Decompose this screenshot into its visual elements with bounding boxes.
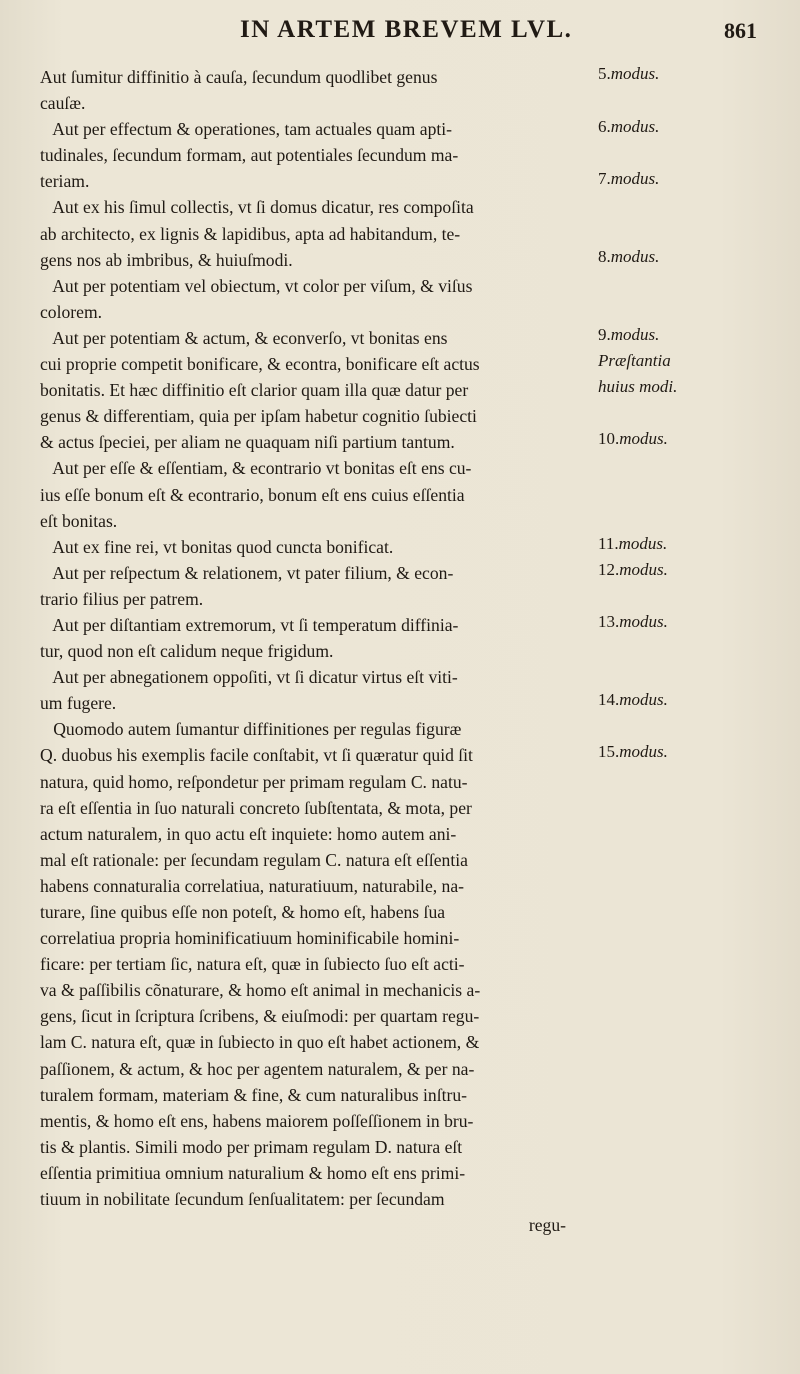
margin-note-number: 8. [598, 247, 611, 266]
text-line: Aut per effectum & operationes, tam actuales quam apti- [40, 119, 453, 140]
text-line: Q. duobus his exemplis facile conſtabit, vt ſi quæratur quid ſit [40, 745, 473, 766]
margin-note [598, 429, 668, 449]
margin-notes [598, 0, 798, 1374]
text-line: teriam. [40, 171, 90, 192]
text-line: ra eſt eſſentia in ſuo naturali concreto ſubſtentata, & mota, per [40, 797, 472, 818]
margin-note-text: modus. [618, 534, 668, 553]
text-line: Aut ex fine rei, vt bonitas quod cuncta bonificat. [40, 536, 394, 557]
text-line: um fugere. [40, 693, 117, 714]
page-number: 861 [724, 18, 757, 43]
margin-note [598, 325, 659, 345]
margin-note-number: 10. [598, 429, 620, 448]
text-line: & actus ſpeciei, per aliam ne quaquam niſi partium tantum. [40, 432, 455, 453]
text-line: trario filius per patrem. [40, 588, 204, 609]
text-line: Aut per potentiam & actum, & econverſo, vt bonitas ens [40, 327, 448, 348]
text-line: Quomodo autem ſumantur diffinitiones per regulas figuræ [40, 719, 462, 740]
text-line: Aut per diſtantiam extremorum, vt ſi temperatum diffinia- [40, 614, 459, 635]
text-line: lam C. natura eſt, quæ in ſubiecto in quo eſt habet actionem, & [40, 1032, 480, 1053]
margin-note-number: 6. [598, 117, 611, 136]
text-line: eſſentia primitiua omnium naturalium & homo eſt ens primi- [40, 1162, 466, 1183]
margin-note [598, 612, 668, 632]
margin-note-text: modus. [610, 117, 660, 136]
text-line: ab architecto, ex lignis & lapidibus, apta ad habitandum, te- [40, 223, 461, 244]
margin-note-number: 9. [598, 325, 611, 344]
text-line: va & paſſibilis cõnaturare, & homo eſt animal in mechanicis a- [40, 980, 481, 1001]
text-line: Aut per potentiam vel obiectum, vt color per viſum, & viſus [40, 275, 473, 296]
text-line: colorem. [40, 301, 103, 322]
margin-note-number: 11. [598, 534, 619, 553]
text-line: paſſionem, & actum, & hoc per agentem naturalem, & per na- [40, 1058, 475, 1079]
margin-note-number: 15. [598, 742, 620, 761]
margin-note-text: modus. [619, 612, 668, 631]
text-line: tiuum in nobilitate ſecundum ſenſualitatem: per ſecundam [40, 1189, 445, 1210]
text-line: Aut per eſſe & eſſentiam, & econtrario vt bonitas eſt ens cu- [40, 458, 472, 479]
text-line: eſt bonitas. [40, 510, 118, 531]
body-text [40, 64, 588, 1238]
text-line: gens nos ab imbribus, & huiuſmodi. [40, 249, 293, 270]
margin-note-number: 14. [598, 690, 620, 709]
margin-note [598, 64, 659, 84]
margin-note-text: modus. [610, 247, 660, 266]
margin-note-number: 7. [598, 169, 611, 188]
text-line: Aut per reſpectum & relationem, vt pater filium, & econ- [40, 562, 454, 583]
margin-note [598, 169, 659, 189]
text-line: ficare: per tertiam ſic, natura eſt, quæ in ſubiecto ſuo eſt acti- [40, 954, 465, 975]
text-line: tis & plantis. Simili modo per primam regulam D. natura eſt [40, 1136, 463, 1157]
text-line: regu- [528, 1215, 566, 1236]
margin-note [598, 247, 659, 267]
text-line: mentis, & homo eſt ens, habens maiorem poſſeſſionem in bru- [40, 1110, 474, 1131]
text-line: mal eſt rationale: per ſecundam regulam C. natura eſt eſſentia [40, 849, 468, 870]
text-line: genus & differentiam, quia per ipſam habetur cognitio ſubiecti [40, 406, 477, 427]
text-line: turare, ſine quibus eſſe non poteſt, & homo eſt, habens ſua [40, 902, 446, 922]
margin-note-text: huius modi. [598, 377, 678, 396]
margin-note-number: 5. [598, 64, 611, 83]
text-line: ius eſſe bonum eſt & econtrario, bonum eſt ens cuius eſſentia [40, 484, 465, 505]
margin-note [598, 690, 668, 710]
margin-note [598, 534, 667, 554]
margin-note [598, 742, 668, 762]
text-line: Aut per abnegationem oppoſiti, vt ſi dicatur virtus eſt viti- [40, 667, 458, 688]
margin-note [598, 351, 671, 371]
text-line: actum naturalem, in quo actu eſt inquiete: homo autem ani- [40, 823, 457, 844]
text-line: natura, quid homo, reſpondetur per primam regulam C. natu- [40, 771, 468, 792]
margin-note-text: modus. [619, 560, 668, 579]
text-line: tur, quod non eſt calidum neque frigidum. [40, 641, 334, 662]
text-line: cui proprie competit bonificare, & econtra, bonificare eſt actus [40, 354, 480, 375]
text-line: Aut ſumitur diffinitio à cauſa, ſecundum quodlibet genus [40, 67, 438, 87]
text-line: turalem formam, materiam & fine, & cum naturalibus inſtru- [40, 1084, 468, 1105]
margin-note-text: modus. [619, 742, 668, 761]
text-line: correlatiua propria hominificatiuum hominificabile homini- [40, 928, 460, 949]
text-line: habens connaturalia correlatiua, naturatiuum, naturabile, na- [40, 875, 465, 896]
margin-note-text: modus. [610, 325, 660, 344]
margin-note-text: Præſtantia [598, 351, 671, 370]
text-line: bonitatis. Et hæc diffinitio eſt clarior quam illa quæ datur per [40, 380, 469, 401]
margin-note [598, 377, 677, 397]
margin-note-text: modus. [619, 690, 668, 709]
text-line: tudinales, ſecundum formam, aut potentiales ſecundum ma- [40, 145, 459, 166]
margin-note [598, 117, 659, 137]
margin-note-text: modus. [610, 169, 660, 188]
margin-note-number: 12. [598, 560, 620, 579]
text-line: cauſæ. [40, 93, 86, 114]
margin-note-number: 13. [598, 612, 620, 631]
margin-note-text: modus. [619, 429, 668, 448]
running-head: IN ARTEM BREVEM LVL. [240, 16, 573, 43]
text-line: gens, ſicut in ſcriptura ſcribens, & eiuſmodi: per quartam regu- [40, 1006, 480, 1027]
margin-note-text: modus. [610, 64, 660, 83]
text-line: Aut ex his ſimul collectis, vt ſi domus dicatur, res compoſita [40, 197, 474, 218]
margin-note [598, 560, 668, 580]
